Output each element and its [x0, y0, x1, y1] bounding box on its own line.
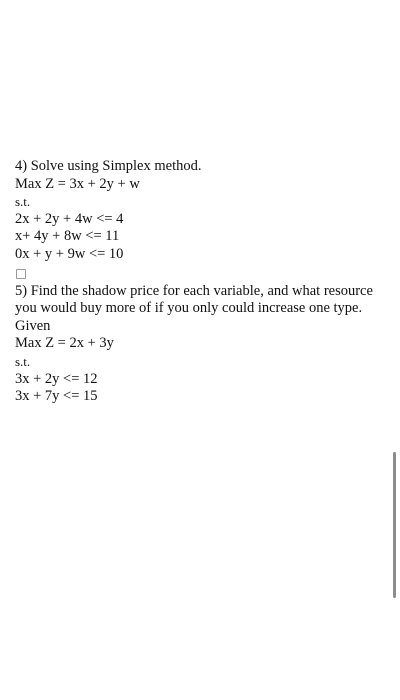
problem-5-subject-to: s.t.	[15, 353, 31, 369]
problem-5-heading: 5) Find the shadow price for each variable, and what resource you would buy more of if you only could increase one type.	[15, 282, 373, 317]
document-content	[15, 158, 385, 406]
problem-5-constraint-1: 3x + 2y <= 12	[15, 370, 98, 387]
problem-4-subject-to: s.t.	[15, 194, 31, 210]
problem-4-objective: Max Z = 3x + 2y + w	[15, 175, 140, 192]
problem-5-given: Given	[15, 317, 51, 334]
problem-5-constraint-2: 3x + 7y <= 15	[15, 388, 98, 405]
problem-4-constraint-2: x+ 4y + 8w <= 11	[15, 228, 120, 245]
empty-checkbox-icon[interactable]	[16, 269, 26, 279]
problem-4-heading: 4) Solve using Simplex method.	[15, 158, 202, 174]
vertical-scrollbar[interactable]	[393, 452, 396, 598]
problem-4-constraint-3: 0x + y + 9w <= 10	[15, 245, 124, 262]
problem-5-objective: Max Z = 2x + 3y	[15, 335, 114, 352]
problem-4-constraint-1: 2x + 2y + 4w <= 4	[15, 210, 124, 227]
